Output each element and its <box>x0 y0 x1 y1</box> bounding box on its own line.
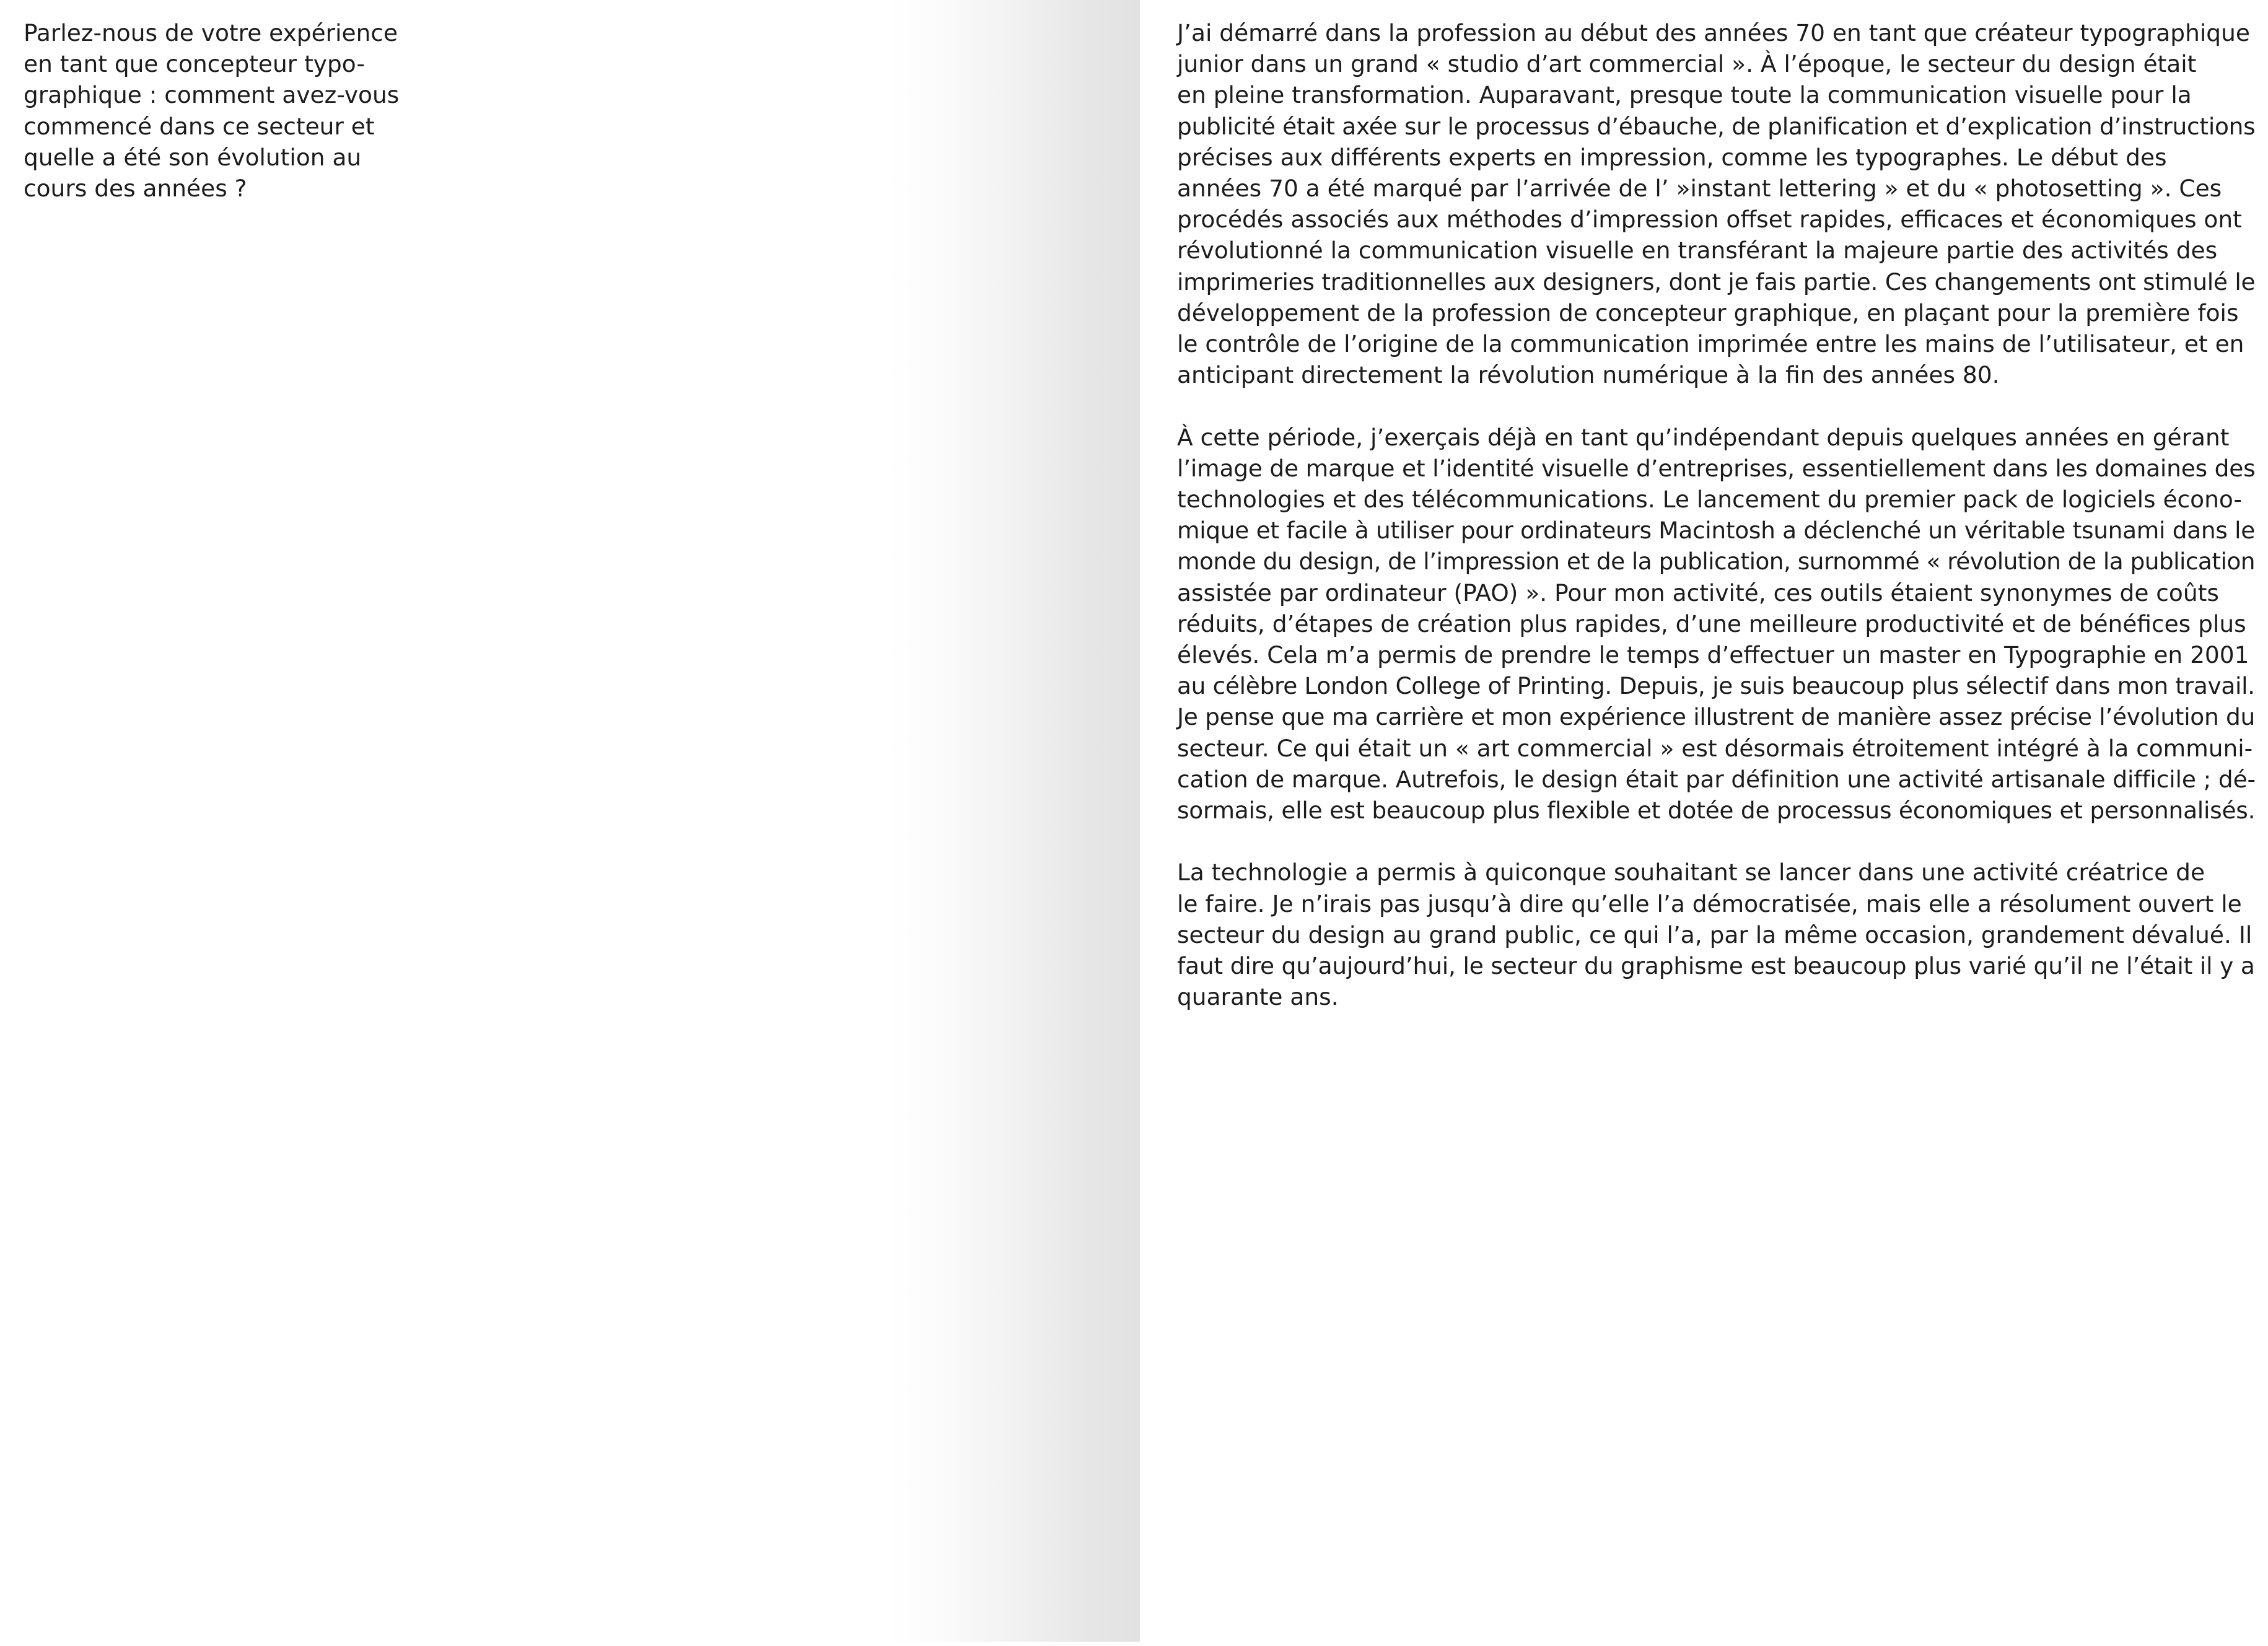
answer-line: l’image de marque et l’identité visuelle d’entreprises, essentiellement dans les domaines des <box>1177 454 2256 482</box>
answer-line: La technologie a permis à quiconque souhaitant se lancer dans une activité créatrice de <box>1177 859 2205 886</box>
question-line: quelle a été son évolution au <box>24 143 362 171</box>
answer-line: monde du design, de l’impression et de la publication, surnommé « révolution de la publication <box>1177 548 2255 576</box>
answer-paragraph-2 <box>1177 422 2255 826</box>
answer-line: junior dans un grand « studio d’art commercial ». À l’époque, le secteur du design était <box>1177 50 2197 78</box>
interview-answer <box>1177 17 2255 1044</box>
answer-paragraph-1 <box>1177 17 2255 390</box>
answer-line: en pleine transformation. Auparavant, presque toute la communication visuelle pour la <box>1177 81 2192 109</box>
question-line: en tant que concepteur typo- <box>24 50 365 78</box>
answer-line: assistée par ordinateur (PAO) ». Pour mon activité, ces outils étaient synonymes de coûts <box>1177 579 2219 606</box>
question-line: graphique : comment avez-vous <box>24 81 400 109</box>
question-line: cours des années ? <box>24 175 247 203</box>
answer-line: mique et facile à utiliser pour ordinateurs Macintosh a déclenché un véritable tsunami dans le <box>1177 517 2255 545</box>
answer-line: précises aux différents experts en impression, comme les typographes. Le début des <box>1177 143 2167 171</box>
answer-line: imprimeries traditionnelles aux designers, dont je fais partie. Ces changements ont stimulé le <box>1177 268 2256 295</box>
answer-line: au célèbre London College of Printing. Depuis, je suis beaucoup plus sélectif dans mon travail. <box>1177 672 2255 700</box>
answer-line: anticipant directement la révolution numérique à la fin des années 80. <box>1177 361 2000 389</box>
answer-line: le faire. Je n’irais pas jusqu’à dire qu’elle l’a démocratisée, mais elle a résolument ouvert le <box>1177 890 2242 917</box>
answer-paragraph-3 <box>1177 857 2255 1012</box>
answer-line: technologies et des télécommunications. Le lancement du premier pack de logiciels écono- <box>1177 486 2243 514</box>
answer-line: secteur. Ce qui était un « art commercial » est désormais étroitement intégré à la communi- <box>1177 734 2253 762</box>
answer-line: faut dire qu’aujourd’hui, le secteur du graphisme est beaucoup plus varié qu’il ne l’était il y a <box>1177 952 2255 980</box>
answer-line: réduits, d’étapes de création plus rapides, d’une meilleure productivité et de bénéfices plus <box>1177 610 2246 637</box>
answer-line: quarante ans. <box>1177 983 1339 1011</box>
answer-line: révolutionné la communication visuelle en transférant la majeure partie des activités des <box>1177 237 2218 265</box>
answer-line: À cette période, j’exerçais déjà en tant qu’indépendant depuis quelques années en gérant <box>1177 423 2230 451</box>
interview-question <box>24 17 432 204</box>
answer-line: sormais, elle est beaucoup plus flexible et dotée de processus économiques et personnalisés. <box>1177 797 2256 825</box>
answer-line: cation de marque. Autrefois, le design était par définition une activité artisanale difficile ; dé- <box>1177 765 2256 793</box>
answer-line: secteur du design au grand public, ce qui l’a, par la même occasion, grandement dévalué. Il <box>1177 921 2253 948</box>
question-line: Parlez-nous de votre expérience <box>24 19 398 46</box>
page-bottom-edge <box>0 1642 2268 1646</box>
answer-line: le contrôle de l’origine de la communication imprimée entre les mains de l’utilisateur, et en <box>1177 330 2244 358</box>
answer-line: développement de la profession de concepteur graphique, en plaçant pour la première fois <box>1177 299 2239 326</box>
answer-line: publicité était axée sur le processus d’ébauche, de planification et d’explication d’instructions <box>1177 112 2256 140</box>
answer-line: Je pense que ma carrière et mon expérience illustrent de manière assez précise l’évolution du <box>1177 703 2255 731</box>
answer-line: années 70 a été marqué par l’arrivée de l’ »instant lettering » et du « photosetting ». Ces <box>1177 175 2222 203</box>
answer-line: élevés. Cela m’a permis de prendre le temps d’effectuer un master en Typographie en 2001 <box>1177 641 2249 669</box>
question-line: commencé dans ce secteur et <box>24 112 375 140</box>
answer-line: J’ai démarré dans la profession au début des années 70 en tant que créateur typographique <box>1177 19 2250 46</box>
answer-line: procédés associés aux méthodes d’impression offset rapides, efficaces et économiques ont <box>1177 206 2242 234</box>
